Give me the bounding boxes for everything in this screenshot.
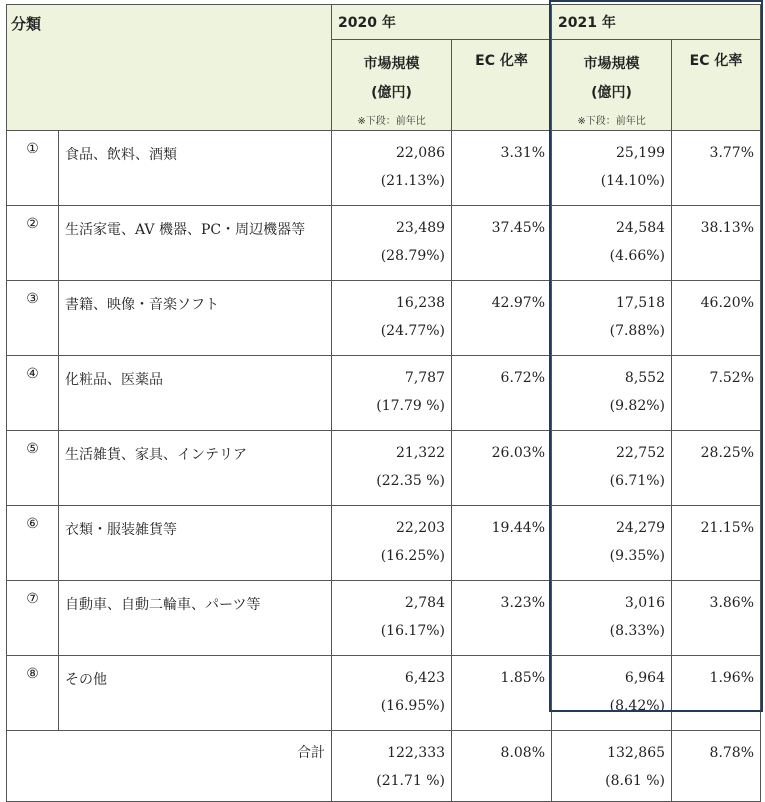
market-size-value: 6,423 (404, 670, 446, 686)
row-category-name: 生活雑貨、家具、インテリア (59, 431, 332, 506)
ec-rate-2021: 46.20% (672, 281, 761, 356)
ec-rate-label: EC 化率 (475, 53, 528, 69)
ec-market-table-container (6, 4, 760, 789)
row-number: ⑧ (7, 656, 59, 731)
table-row (7, 281, 761, 356)
market-size-value: 21,322 (396, 445, 446, 461)
header-year-2020: 2020 年 (332, 5, 552, 40)
row-number: ② (7, 206, 59, 281)
yoy-growth: (8.33%) (609, 623, 666, 639)
market-size-value: 24,584 (616, 220, 666, 236)
yoy-growth: (16.17%) (380, 623, 446, 639)
row-number: ④ (7, 356, 59, 431)
ec-market-table (6, 4, 761, 802)
table-row (7, 656, 761, 731)
row-number: ⑦ (7, 581, 59, 656)
row-category-name: その他 (59, 656, 332, 731)
yoy-growth: (9.35%) (609, 548, 666, 564)
yoy-growth: (28.79%) (380, 248, 446, 264)
market-size-value: 16,238 (396, 295, 446, 311)
market-size-label: 市場規模 (583, 56, 640, 72)
market-size-2020-cell (332, 656, 452, 731)
market-size-2020-cell (332, 131, 452, 206)
market-size-value: 6,964 (624, 670, 666, 686)
market-size-2021-cell (552, 281, 672, 356)
total-ec-rate-2021: 8.78% (672, 731, 761, 802)
ec-rate-label: EC 化率 (689, 53, 743, 69)
table-row (7, 581, 761, 656)
yoy-growth: (14.10%) (600, 173, 666, 189)
ec-rate-2021: 21.15% (672, 506, 761, 581)
market-size-value: 17,518 (616, 295, 666, 311)
table-row (7, 506, 761, 581)
yoy-growth: (16.95%) (380, 698, 446, 714)
market-size-2021-cell (552, 131, 672, 206)
total-yoy-growth: (21.71 %) (376, 773, 446, 789)
ec-rate-2021: 7.52% (672, 356, 761, 431)
table-row (7, 356, 761, 431)
header-market-size-2020 (332, 40, 452, 131)
yoy-growth: (8.42%) (609, 698, 666, 714)
ec-rate-2020: 19.44% (452, 506, 552, 581)
yoy-growth: (24.77%) (380, 323, 446, 339)
market-size-2021-cell (552, 581, 672, 656)
market-size-unit: (億円) (591, 85, 632, 101)
row-number: ⑤ (7, 431, 59, 506)
header-year-2021: 2021 年 (552, 5, 761, 40)
market-size-unit: (億円) (371, 85, 412, 101)
table-row (7, 131, 761, 206)
row-category-name: 自動車、自動二輪車、パーツ等 (59, 581, 332, 656)
market-size-note: ※下段：前年比 (577, 116, 646, 127)
market-size-2021-cell (552, 431, 672, 506)
market-size-value: 22,086 (396, 145, 446, 161)
market-size-2020-cell (332, 506, 452, 581)
header-market-size-2021 (552, 40, 672, 131)
market-size-value: 2,784 (404, 595, 446, 611)
market-size-value: 22,752 (616, 445, 666, 461)
market-size-2021-cell (552, 506, 672, 581)
ec-rate-2021: 3.86% (672, 581, 761, 656)
table-row (7, 206, 761, 281)
table-row (7, 431, 761, 506)
market-size-2020-cell (332, 281, 452, 356)
row-number: ⑥ (7, 506, 59, 581)
market-size-note: ※下段：前年比 (357, 116, 426, 127)
market-size-value: 7,787 (404, 370, 446, 386)
ec-rate-2020: 3.23% (452, 581, 552, 656)
ec-rate-2020: 1.85% (452, 656, 552, 731)
total-market-size-2020-cell (332, 731, 452, 802)
total-label: 合計 (7, 731, 332, 802)
total-yoy-growth: (8.61 %) (605, 773, 666, 789)
yoy-growth: (17.79 %) (376, 398, 446, 414)
yoy-growth: (4.66%) (609, 248, 666, 264)
total-market-size-2021-cell (552, 731, 672, 802)
ec-rate-2020: 26.03% (452, 431, 552, 506)
ec-rate-2021: 1.96% (672, 656, 761, 731)
row-category-name: 化粧品、医薬品 (59, 356, 332, 431)
market-size-2021-cell (552, 206, 672, 281)
yoy-growth: (21.13%) (380, 173, 446, 189)
market-size-2020-cell (332, 581, 452, 656)
yoy-growth: (22.35 %) (376, 473, 446, 489)
ec-rate-2020: 6.72% (452, 356, 552, 431)
ec-rate-2020: 37.45% (452, 206, 552, 281)
market-size-2020-cell (332, 431, 452, 506)
row-number: ③ (7, 281, 59, 356)
market-size-value: 25,199 (616, 145, 666, 161)
row-category-name: 衣類・服装雑貨等 (59, 506, 332, 581)
header-category: 分類 (7, 5, 332, 131)
market-size-2020-cell (332, 206, 452, 281)
ec-rate-2020: 3.31% (452, 131, 552, 206)
ec-rate-2021: 3.77% (672, 131, 761, 206)
ec-rate-2021: 28.25% (672, 431, 761, 506)
total-market-size-value: 122,333 (387, 745, 446, 761)
market-size-2020-cell (332, 356, 452, 431)
market-size-label: 市場規模 (363, 56, 420, 72)
total-ec-rate-2020: 8.08% (452, 731, 552, 802)
ec-rate-2021: 38.13% (672, 206, 761, 281)
market-size-value: 23,489 (396, 220, 446, 236)
yoy-growth: (16.25%) (380, 548, 446, 564)
market-size-2021-cell (552, 656, 672, 731)
row-category-name: 生活家電、AV 機器、PC・周辺機器等 (59, 206, 332, 281)
total-market-size-value: 132,865 (607, 745, 666, 761)
yoy-growth: (7.88%) (609, 323, 666, 339)
yoy-growth: (6.71%) (609, 473, 666, 489)
ec-rate-2020: 42.97% (452, 281, 552, 356)
header-ec-rate-2020 (452, 40, 552, 131)
total-row (7, 731, 761, 802)
market-size-value: 24,279 (616, 520, 666, 536)
row-category-name: 書籍、映像・音楽ソフト (59, 281, 332, 356)
market-size-value: 22,203 (396, 520, 446, 536)
yoy-growth: (9.82%) (609, 398, 666, 414)
header-ec-rate-2021 (672, 40, 761, 131)
row-category-name: 食品、飲料、酒類 (59, 131, 332, 206)
row-number: ① (7, 131, 59, 206)
market-size-value: 3,016 (624, 595, 666, 611)
market-size-value: 8,552 (624, 370, 666, 386)
market-size-2021-cell (552, 356, 672, 431)
